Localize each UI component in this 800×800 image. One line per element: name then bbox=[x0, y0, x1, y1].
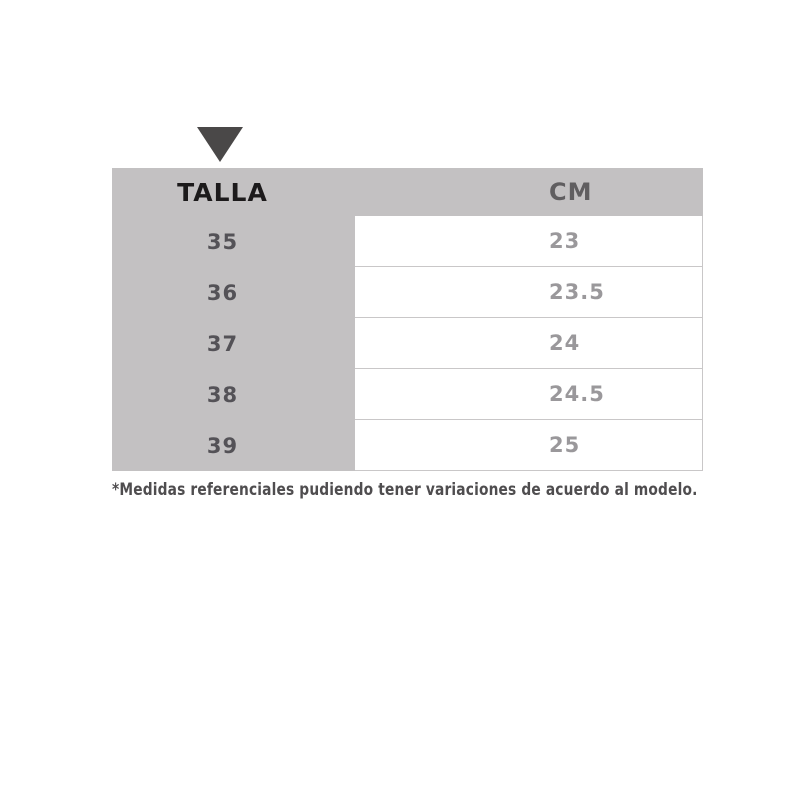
table-row bbox=[112, 216, 703, 267]
table-row bbox=[112, 420, 703, 471]
column-header-talla: TALLA bbox=[112, 168, 355, 216]
cm-value: 23 bbox=[355, 216, 703, 267]
table-row bbox=[112, 318, 703, 369]
column-header-cm: CM bbox=[355, 168, 703, 216]
table-row bbox=[112, 267, 703, 318]
talla-value: 36 bbox=[112, 267, 355, 318]
table-row bbox=[112, 369, 703, 420]
size-table bbox=[112, 168, 703, 471]
footnote: *Medidas referenciales pudiendo tener variaciones de acuerdo al modelo. bbox=[112, 480, 698, 500]
talla-value: 39 bbox=[112, 420, 355, 471]
talla-value: 38 bbox=[112, 369, 355, 420]
table-header-row bbox=[112, 168, 703, 216]
cm-value: 25 bbox=[355, 420, 703, 471]
triangle-down-icon bbox=[197, 127, 243, 162]
cm-value: 23.5 bbox=[355, 267, 703, 318]
talla-value: 35 bbox=[112, 216, 355, 267]
cm-value: 24.5 bbox=[355, 369, 703, 420]
talla-value: 37 bbox=[112, 318, 355, 369]
cm-value: 24 bbox=[355, 318, 703, 369]
